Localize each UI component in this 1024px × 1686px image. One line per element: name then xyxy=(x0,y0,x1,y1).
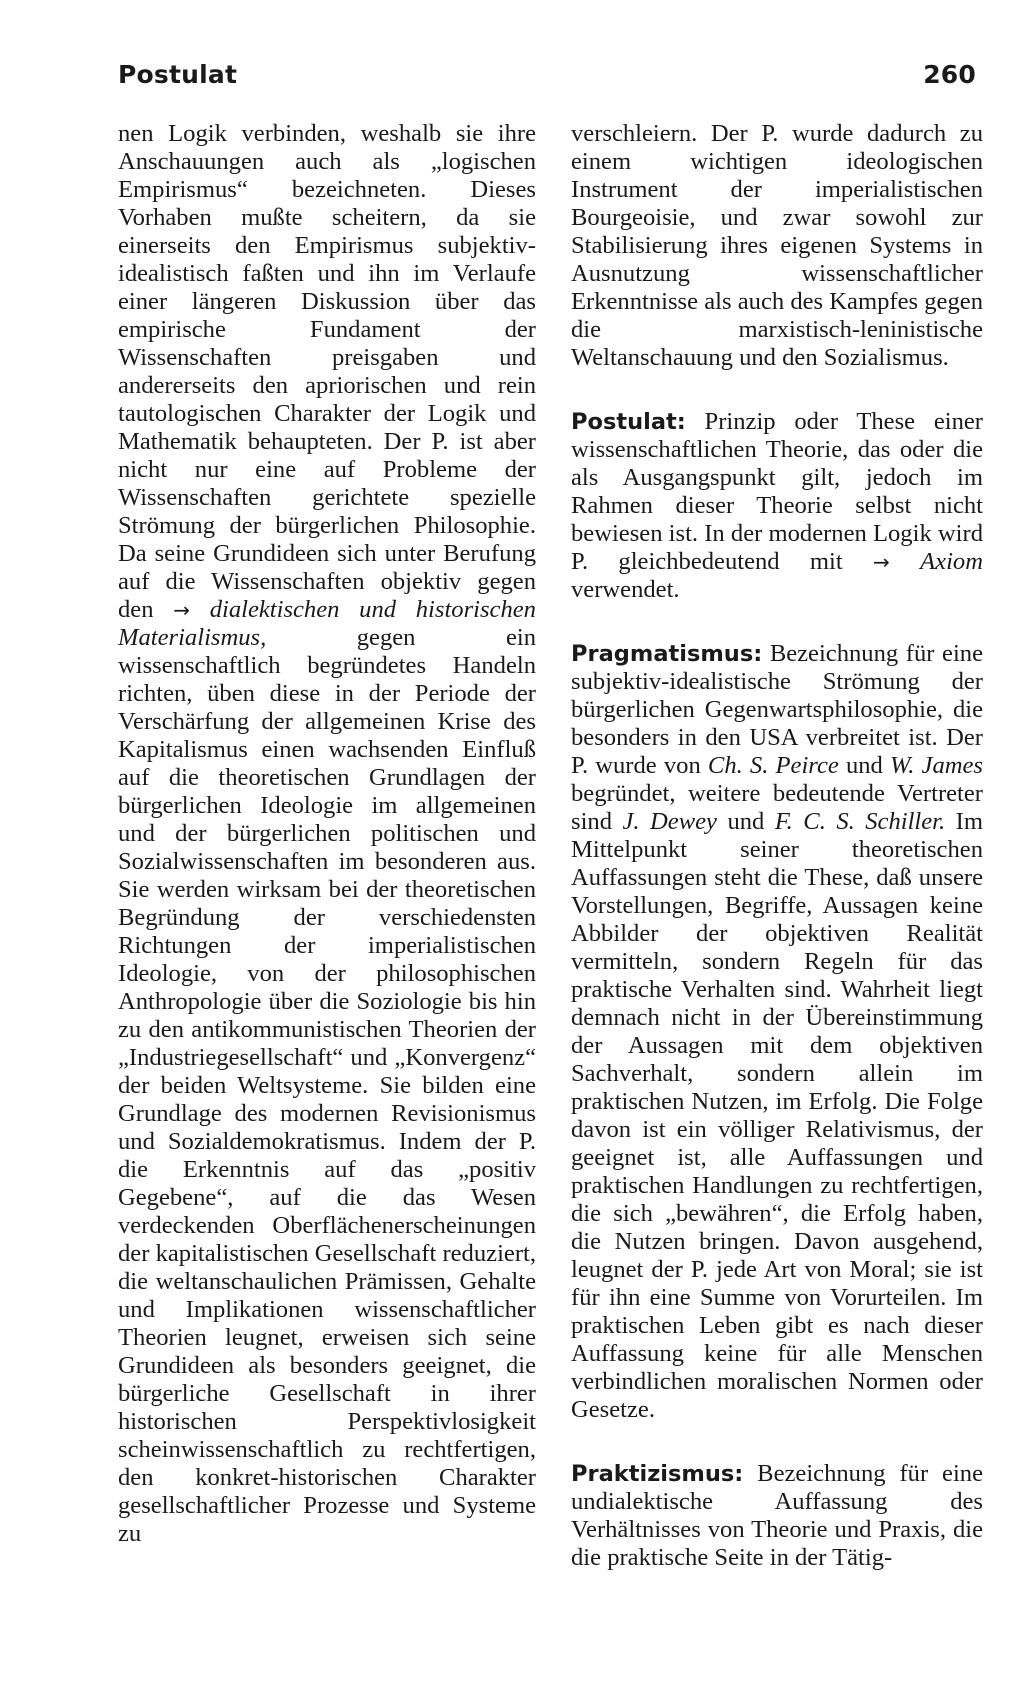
body-text: verwendet. xyxy=(571,576,680,603)
cross-reference-arrow-icon: → xyxy=(873,550,890,574)
cross-reference-arrow-icon: → xyxy=(173,598,190,622)
body-text: Prinzip oder These einer wissenschaftlichen Theorie, das oder die als Ausgangspunkt gilt, jedoch im Rahmen dieser Theorie selbst nicht bewiesen ist. In der modernen Logik wird P. gleichbedeutend mit xyxy=(571,408,983,575)
person-name: W. James xyxy=(890,752,983,779)
running-head: Postulat xyxy=(118,60,238,89)
body-text: gegen ein wissenschaftlich begründetes Handeln richten, üben diese in der Periode der Verschärfung der allgemeinen Krise des Kapitalismus einen wachsenden Einfluß auf die theoretischen Grundlagen der bürgerlichen Ideologie im allgemeinen und der bürgerlichen politischen und Sozialwissenschaften im besonderen aus. Sie werden wirksam bei der theoretischen Begründung der verschiedensten Richtungen der imperialistischen Ideologie, von der philosophischen Anthropologie über die Soziologie bis hin zu den antikommunistischen Theorien der „Industriegesellschaft“ und „Konvergenz“ der beiden Weltsysteme. Sie bilden eine Grundlage des modernen Revisionismus und Sozialdemokratismus. Indem der P. die Erkenntnis auf das „positiv Gegebene“, auf die das Wesen verdeckenden Oberflächenerscheinungen der kapitalistischen Gesellschaft reduziert, die weltanschaulichen Prämissen, Gehalte und Implikationen wissenschaftlicher Theorien leugnet, erweisen sich seine Grundideen als besonders geeignet, die bürgerliche Gesellschaft in ihrer historischen Perspektivlosigkeit scheinwissenschaftlich zu rechtfertigen, den konkret-historischen Charakter gesellschaftlicher Prozesse und Systeme zu xyxy=(118,624,536,1547)
person-name: J. Dewey xyxy=(622,808,717,835)
body-text: und xyxy=(727,808,765,835)
positivismus-continuation xyxy=(118,120,536,1548)
body-text: Im Mittelpunkt seiner theoretischen Auffassungen steht die These, daß unsere Vorstellungen, Begriffe, Aussagen keine Abbilder der objektiven Realität vermitteln, sondern Regeln für das praktische Verhalten sind. Wahrheit liegt demnach nicht in der Übereinstimmung der Aussagen mit dem objektiven Sachverhalt, sondern allein im praktischen Nutzen, im Erfolg. Die Folge davon ist ein völliger Relativismus, der geeignet ist, alle Auffassungen und praktischen Handlungen zu rechtfertigen, die sich „bewähren“, die Erfolg haben, die Nutzen bringen. Davon ausgehend, leugnet der P. jede Art von Moral; sie ist für ihn eine Summe von Vorurteilen. Im praktischen Leben gibt es nach dieser Auffassung keine für alle Menschen verbindlichen moralischen Normen oder Gesetze. xyxy=(571,808,983,1423)
body-text: Bezeichnung für eine subjektiv-idealistische Strömung der bürgerlichen Gegenwartsphilosophie, die besonders in den USA verbreitet ist. Der P. wurde von xyxy=(571,640,983,779)
entry-pragmatismus xyxy=(571,640,983,1424)
lemma-postulat: Postulat: xyxy=(571,409,686,435)
page-number: 260 xyxy=(923,60,976,89)
body-text: nen Logik verbinden, weshalb sie ihre Anschauungen auch als „logischen Empirismus“ bezeichneten. Dieses Vorhaben mußte scheitern, da sie einerseits den Empirismus subjektiv-idealistisch faßten und ihn im Verlaufe einer längeren Diskussion über das empirische Fundament der Wissenschaften preisgaben und andererseits den apriorischen und rein tautologischen Charakter der Logik und Mathematik behaupteten. Der P. ist aber nicht nur eine auf Probleme der Wissenschaften gerichtete spezielle Strömung der bürgerlichen Philosophie. Da seine Grundideen sich unter Berufung auf die Wissenschaften objektiv gegen den xyxy=(118,120,536,623)
positivismus-continuation-end: verschleiern. Der P. wurde dadurch zu einem wichtigen ideologischen Instrument der imperialistischen Bourgeoisie, und zwar sowohl zur Stabilisierung ihres eigenen Systems in Ausnutzung wissenschaftlicher Erkenntnisse als auch des Kampfes gegen die marxistisch-leninistische Weltanschauung und den Sozialismus. xyxy=(571,120,983,371)
cross-reference: Axiom xyxy=(920,548,983,575)
body-text: begründet, weitere bedeutende Vertreter sind xyxy=(571,780,983,835)
cross-reference: dialektischen und historischen Materialismus, xyxy=(118,596,536,651)
entry-postulat xyxy=(571,408,983,604)
body-text: und xyxy=(845,752,883,779)
person-name: Ch. S. Peirce xyxy=(707,752,839,779)
right-column xyxy=(571,120,983,1572)
body-text: Bezeichnung für eine undialektische Auffassung des Verhältnisses von Theorie und Praxis, die die praktische Seite in der Tätig- xyxy=(571,1460,983,1571)
lemma-pragmatismus: Pragmatismus: xyxy=(571,641,763,667)
entry-praktizismus xyxy=(571,1460,983,1572)
lemma-praktizismus: Praktizismus: xyxy=(571,1461,744,1487)
person-name: F. C. S. Schiller. xyxy=(774,808,946,835)
left-column xyxy=(118,120,536,1548)
